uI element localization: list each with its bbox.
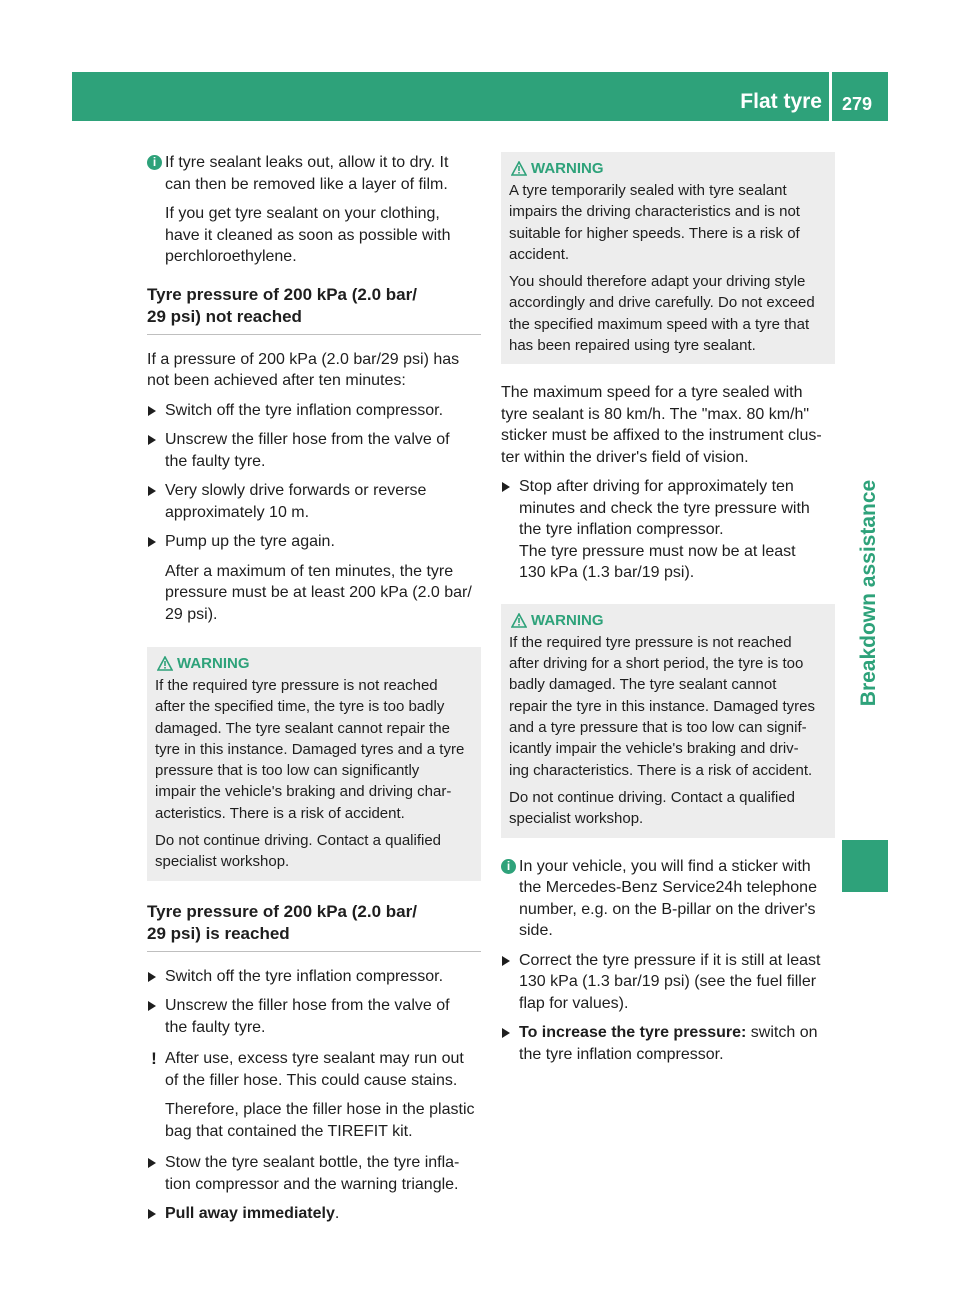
warning-title: WARNING <box>155 653 473 675</box>
step-item: Unscrew the filler hose from the valve of the faulty tyre. <box>147 995 481 1038</box>
text-line: The maximum speed for a tyre sealed with <box>501 384 803 402</box>
section-heading: Tyre pressure of 200 kPa (2.0 bar/ 29 psi) not reached <box>147 284 417 326</box>
text-line: not been achieved after ten minutes: <box>147 372 406 389</box>
step-arrow-icon <box>148 1001 156 1011</box>
step-item: Switch off the tyre inflation compressor. <box>147 400 481 422</box>
step-item: To increase the tyre pressure: switch on the tyre inflation compressor. <box>501 1022 835 1065</box>
info-icon: i <box>147 155 162 170</box>
text-line: sticker must be affixed to the instrument clus- <box>501 427 822 445</box>
text-line: perchloroethylene. <box>165 248 297 265</box>
section-heading: Tyre pressure of 200 kPa (2.0 bar/ 29 psi) is reached <box>147 901 417 943</box>
warning-title: WARNING <box>509 158 827 180</box>
warning-triangle-icon <box>511 161 527 176</box>
warning-box: WARNING If the required tyre pressure is not reached after driving for a short period, the tyre is too badly damaged. The tyre sealant cannot repair the tyre in this instance. Damaged tyres and a tyre pressure that is too low can signif- icantly impair the vehicle's braking and driv- ing characteristics. There is a risk of accident. Do not continue driving. Contact a qualified specialist workshop. <box>501 604 835 838</box>
text-line: can then be removed like a layer of film. <box>165 175 448 193</box>
step-item: Pump up the tyre again. After a maximum of ten minutes, the tyre pressure must be at least 200 kPa (2.0 bar/ 29 psi). <box>147 531 481 625</box>
step-item: Stop after driving for approximately ten minutes and check the tyre pressure with the tyre inflation compressor. The tyre pressure must now be at least 130 kPa (1.3 bar/19 psi). <box>501 476 835 584</box>
heading-rule <box>147 334 481 335</box>
step-arrow-icon <box>148 435 156 445</box>
step-item: Correct the tyre pressure if it is still at least 130 kPa (1.3 bar/19 psi) (see the fuel filler flap for values). <box>501 950 835 1015</box>
step-item: Switch off the tyre inflation compressor. <box>147 966 481 988</box>
step-item: Very slowly drive forwards or reverse approximately 10 m. <box>147 480 481 523</box>
side-tab-label: Breakdown assistance <box>857 479 880 707</box>
text-line: tyre sealant is 80 km/h. The "max. 80 km/h" <box>501 405 810 423</box>
step-item: Pull away immediately. <box>147 1203 481 1225</box>
text-line: If tyre sealant leaks out, allow it to dry. It <box>165 154 449 171</box>
text-line: have it cleaned as soon as possible with <box>165 226 451 244</box>
text-line: If you get tyre sealant on your clothing, <box>165 205 440 222</box>
text-line: If a pressure of 200 kPa (2.0 bar/29 psi) has <box>147 350 460 368</box>
step-arrow-icon <box>502 482 510 492</box>
side-marker <box>842 840 888 892</box>
warning-triangle-icon <box>511 613 527 628</box>
warning-box: WARNING A tyre temporarily sealed with tyre sealant impairs the driving characteristics and is not suitable for higher speeds. There is a risk of accident. You should therefore adapt your driving style accordingly and drive carefully. Do not exceed the specified maximum speed with a tyre that has been repaired using tyre sealant. <box>501 152 835 364</box>
step-item: Stow the tyre sealant bottle, the tyre infla- tion compressor and the warning triangle. <box>147 1152 481 1195</box>
header-divider <box>829 72 832 121</box>
warning-title: WARNING <box>509 610 827 632</box>
info-note: i In your vehicle, you will find a sticker with the Mercedes-Benz Service24h telephone number, e.g. on the B-pillar on the driver's side. <box>501 856 835 942</box>
heading-rule <box>147 951 481 952</box>
text-line: ter within the driver's field of vision. <box>501 448 749 466</box>
page-number: 279 <box>842 94 873 114</box>
step-arrow-icon <box>148 972 156 982</box>
section-title: Flat tyre <box>740 90 822 113</box>
warning-triangle-icon <box>157 656 173 671</box>
right-column <box>501 152 835 1065</box>
left-column <box>147 152 481 1225</box>
warning-box: WARNING If the required tyre pressure is not reached after the specified time, the tyre is too badly damaged. The tyre sealant cannot repair the tyre in this instance. Damaged tyres and a tyre pressure that is too low can significantly impair the vehicle's braking and driving char- acteristics. There is a risk of accident. Do not continue driving. Contact a qualified specialist workshop. <box>147 647 481 881</box>
step-item: Unscrew the filler hose from the valve of the faulty tyre. <box>147 429 481 472</box>
step-arrow-icon <box>148 1209 156 1219</box>
step-arrow-icon <box>148 406 156 416</box>
info-icon: i <box>501 859 516 874</box>
step-arrow-icon <box>502 956 510 966</box>
step-arrow-icon <box>502 1028 510 1038</box>
step-arrow-icon <box>148 486 156 496</box>
exclamation-icon: ! <box>151 1049 157 1069</box>
step-arrow-icon <box>148 1158 156 1168</box>
step-arrow-icon <box>148 537 156 547</box>
caution-note: ! After use, excess tyre sealant may run out of the filler hose. This could cause stains. Therefore, place the filler hose in the plastic bag that contained the TIREFIT kit. <box>147 1048 481 1142</box>
info-note <box>147 152 481 268</box>
